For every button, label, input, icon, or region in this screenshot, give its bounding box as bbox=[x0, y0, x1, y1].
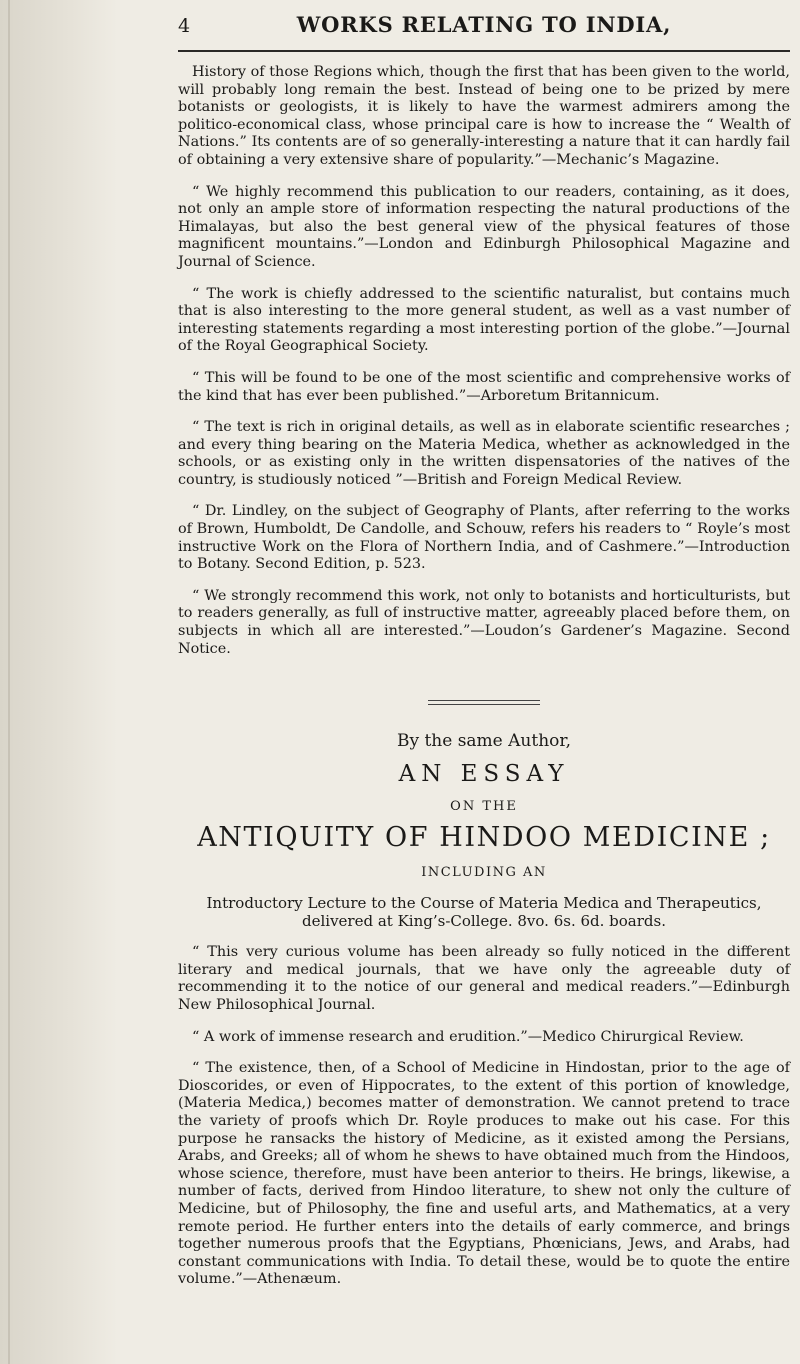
review-paragraph: “ This very curious volume has been already so fully noticed in the different literary and medical journals, that we have only the agreeable duty of recommending it to the notice of our general and medical readers.”—Edinburgh New Philosophical Journal. bbox=[178, 944, 790, 1013]
book-description: Introductory Lecture to the Course of Materia Medica and Therapeutics, delivered at King’s-College. 8vo. 6s. 6d. boards. bbox=[206, 894, 762, 931]
review-paragraph: “ We strongly recommend this work, not only to botanists and horticulturists, but to readers generally, as full of instructive matter, agreeably placed before them, on subjects in which all are interested.”—Loudon’s Gardener’s Magazine. Second Notice. bbox=[178, 587, 790, 657]
page-edge bbox=[8, 0, 10, 1364]
review-paragraph: “ We highly recommend this publication to our readers, containing, as it does, not only an ample store of information respecting the natural productions of the Himalayas, but also the best general view of the physical features of those magnificent mountains.”—London and Edinburgh Philosophical Magazine and Journal of Science. bbox=[178, 183, 790, 270]
essay-heading: AN ESSAY bbox=[398, 761, 570, 788]
section-divider bbox=[428, 700, 540, 705]
header-rule bbox=[178, 50, 790, 52]
including-label: INCLUDING AN bbox=[421, 865, 547, 881]
review-paragraph: “ The text is rich in original details, as well as in elaborate scientific researches ; and every thing bearing on the Materia Medica, whether as acknowledged in the schools, or as existing only in the written dispensatories of the natives of the country, is studiously noticed ”—British and Foreign Medical Review. bbox=[178, 419, 790, 488]
review-paragraph: “ Dr. Lindley, on the subject of Geography of Plants, after referring to the works of Brown, Humboldt, De Candolle, and Schouw, refers his readers to “ Royle’s most instructive Work on the Flora of Northern India, and of Cashmere.”—Introduction to Botany. Second Edition, p. 523. bbox=[178, 503, 790, 573]
review-paragraph: “ A work of immense research and erudition.”—Medico Chirurgical Review. bbox=[192, 1028, 744, 1045]
running-title: WORKS RELATING TO INDIA, bbox=[296, 12, 672, 37]
review-paragraph: “ The existence, then, of a School of Medicine in Hindostan, prior to the age of Dioscorides, or even of Hippocrates, to the extent of this portion of knowledge, (Materia Medica,) becomes matter of demonstration. We cannot pretend to trace the variety of proofs which Dr. Royle produces to make out his case. For this purpose he ransacks the history of Medicine, as it existed among the Persians, Arabs, and Greeks; all of whom he shews to have obtained much from the Hindoos, whose science, therefore, must have been anterior to theirs. He brings, likewise, a number of facts, derived from Hindoo literature, to shew not only the culture of Medicine, but of Philosophy, the fine and useful arts, and Mathematics, at a very remote period. He further enters into the details of early commerce, and brings together numerous proofs that the Egyptians, Phœnicians, Jews, and Arabs, had constant communications with India. To detail these, would be to quote the entire volume.”—Athenæum. bbox=[178, 1060, 790, 1288]
book-page bbox=[178, 12, 790, 1303]
book-gutter bbox=[0, 0, 118, 1364]
review-paragraph: “ The work is chiefly addressed to the scientific naturalist, but contains much that is also interesting to the more general student, as well as a vast number of interesting statements regarding a most interesting portion of the globe.”—Journal of the Royal Geographical Society. bbox=[178, 285, 790, 355]
on-the-label: ON THE bbox=[450, 799, 518, 815]
review-paragraph: “ This will be found to be one of the most scientific and comprehensive works of the kind that has ever been published.”—Arboretum Britannicum. bbox=[178, 369, 790, 404]
book-title: ANTIQUITY OF HINDOO MEDICINE ; bbox=[197, 822, 771, 854]
page-number: 4 bbox=[178, 15, 191, 37]
page-header bbox=[178, 12, 790, 46]
by-same-author: By the same Author, bbox=[396, 731, 572, 752]
review-paragraph: History of those Regions which, though the first that has been given to the world, will probably long remain the best. Instead of being one to be prized by mere botanists or geologists, it is likely to have the warmest admirers among the politico-economical class, whose principal care is how to increase the “ Wealth of Nations.” Its contents are of so generally-interesting a nature that it can hardly fail of obtaining a very extensive share of popularity.”—Mechanic’s Magazine. bbox=[178, 64, 790, 168]
